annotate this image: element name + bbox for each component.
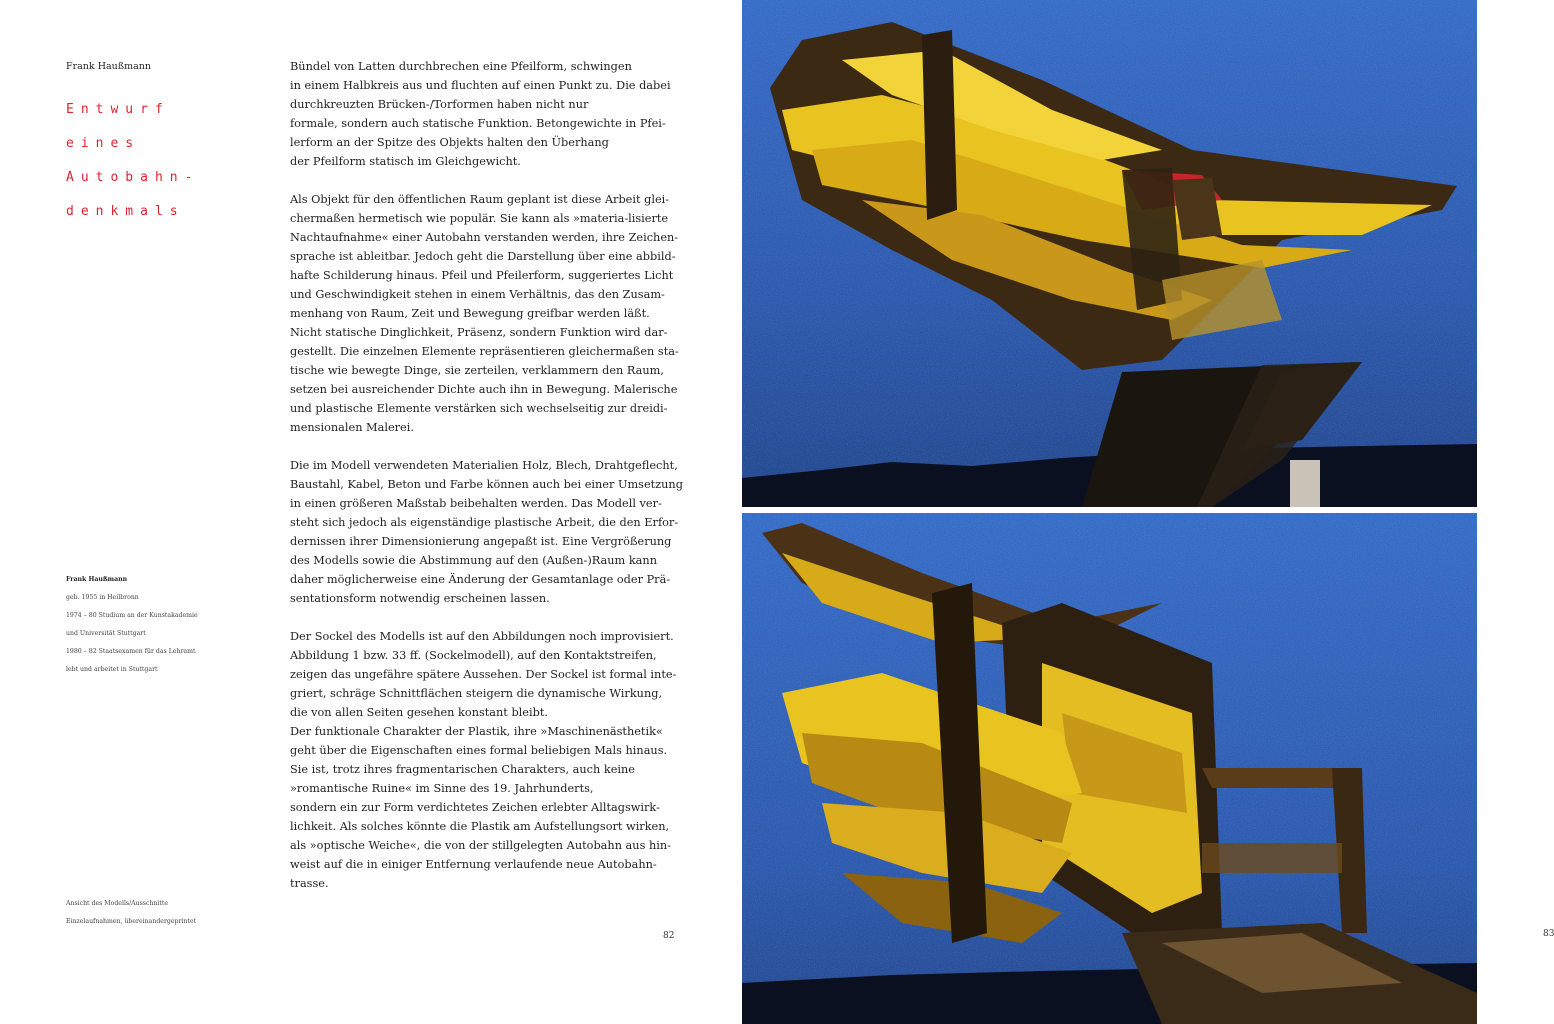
text-line: sondern ein zur Form verdichtetes Zeichen erlebter Alltagswirk- bbox=[290, 801, 660, 814]
text-line: setzen bei ausreichender Dichte auch ihn in Bewegung. Malerische bbox=[290, 383, 678, 396]
text-line: Der funktionale Charakter der Plastik, ihre »Maschinenästhetik« bbox=[290, 725, 663, 738]
text-line: und Geschwindigkeit stehen in einem Verhältnis, das den Zusam- bbox=[290, 288, 665, 301]
text-line: lerform an der Spitze des Objekts halten den Überhang bbox=[290, 136, 609, 149]
text-line: »romantische Ruine« im Sinne des 19. Jahrhunderts, bbox=[290, 782, 594, 795]
text-line: und plastische Elemente verstärken sich wechselseitig zur dreidi- bbox=[290, 402, 668, 415]
text-line: dernissen ihrer Dimensionierung angepaßt ist. Eine Vergrößerung bbox=[290, 535, 672, 548]
bio-line: 1974 – 80 Studium an der Kunstakademie bbox=[66, 612, 198, 619]
text-line: Nicht statische Dinglichkeit, Präsenz, sondern Funktion wird dar- bbox=[290, 326, 668, 339]
caption-line: Einzelaufnahmen, übereinandergeprintet bbox=[66, 918, 197, 925]
text-line: formale, sondern auch statische Funktion. Betongewichte in Pfei- bbox=[290, 117, 666, 130]
text-line: Als Objekt für den öffentlichen Raum geplant ist diese Arbeit glei- bbox=[290, 193, 670, 206]
text-line: durchkreuzten Brücken-/Torformen haben nicht nur bbox=[290, 98, 589, 111]
text-line: weist auf die in einiger Entfernung verlaufende neue Autobahn- bbox=[290, 858, 657, 871]
text-line: Baustahl, Kabel, Beton und Farbe können auch bei einer Umsetzung bbox=[290, 478, 683, 491]
body-text bbox=[290, 57, 682, 912]
bio-name: Frank Haußmann bbox=[66, 576, 128, 583]
page-number-left: 82 bbox=[663, 931, 675, 941]
text-line: steht sich jedoch als eigenständige plastische Arbeit, die den Erfor- bbox=[290, 516, 679, 529]
text-line: sprache ist ableitbar. Jedoch geht die Darstellung über eine abbild- bbox=[290, 250, 676, 263]
paragraph-2 bbox=[290, 190, 682, 437]
text-line: geht über die Eigenschaften eines formal beliebigen Mals hinaus. bbox=[290, 744, 668, 757]
text-line: Nachtaufnahme« einer Autobahn verstanden werden, ihre Zeichen- bbox=[290, 231, 679, 244]
article-title bbox=[66, 93, 199, 229]
image-caption bbox=[66, 895, 286, 931]
bio-line: lebt und arbeitet in Stuttgart bbox=[66, 666, 158, 673]
text-line: trasse. bbox=[290, 877, 329, 890]
paragraph-4 bbox=[290, 627, 682, 893]
text-line: daher möglicherweise eine Änderung der Gesamtanlage oder Prä- bbox=[290, 573, 671, 586]
text-line: Abbildung 1 bzw. 33 ff. (Sockelmodell), auf den Kontaktstreifen, bbox=[290, 649, 657, 662]
text-line: als »optische Weiche«, die von der stillgelegten Autobahn aus hin- bbox=[290, 839, 671, 852]
sculpture-photo-top bbox=[742, 0, 1477, 507]
text-line: gestellt. Die einzelnen Elemente repräsentieren gleichermaßen sta- bbox=[290, 345, 679, 358]
title-line: Autobahn- bbox=[66, 170, 200, 185]
text-line: hafte Schilderung hinaus. Pfeil und Pfeilerform, suggeriertes Licht bbox=[290, 269, 674, 282]
title-line: denkmals bbox=[66, 204, 185, 219]
right-page bbox=[742, 0, 1554, 1024]
text-line: in einen größeren Maßstab beibehalten werden. Das Modell ver- bbox=[290, 497, 662, 510]
author-name: Frank Haußmann bbox=[66, 61, 152, 72]
text-line: mensionalen Malerei. bbox=[290, 421, 414, 434]
text-line: in einem Halbkreis aus und fluchten auf einen Punkt zu. Die dabei bbox=[290, 79, 671, 92]
bio-line: und Universität Stuttgart bbox=[66, 630, 146, 637]
text-line: zeigen das ungefähre spätere Aussehen. Der Sockel ist formal inte- bbox=[290, 668, 677, 681]
text-line: Die im Modell verwendeten Materialien Holz, Blech, Drahtgeflecht, bbox=[290, 459, 678, 472]
text-line: des Modells sowie die Abstimmung auf den (Außen-)Raum kann bbox=[290, 554, 657, 567]
left-page bbox=[0, 0, 742, 1024]
title-line: Entwurf bbox=[66, 102, 170, 117]
caption-line: Ansicht des Modells/Ausschnitte bbox=[66, 900, 169, 907]
paragraph-3 bbox=[290, 456, 682, 608]
text-line: griert, schräge Schnittflächen steigern die dynamische Wirkung, bbox=[290, 687, 663, 700]
artist-bio bbox=[66, 571, 266, 679]
text-line: Bündel von Latten durchbrechen eine Pfeilform, schwingen bbox=[290, 60, 632, 73]
text-line: Der Sockel des Modells ist auf den Abbildungen noch improvisiert. bbox=[290, 630, 674, 643]
sculpture-photo-bottom bbox=[742, 513, 1477, 1024]
title-line: eines bbox=[66, 136, 141, 151]
text-line: lichkeit. Als solches könnte die Plastik am Aufstellungsort wirken, bbox=[290, 820, 670, 833]
text-line: sentationsform notwendig erscheinen lassen. bbox=[290, 592, 550, 605]
bio-line: 1980 – 82 Staatsexamen für das Lehramt bbox=[66, 648, 196, 655]
paragraph-1 bbox=[290, 57, 682, 171]
text-line: der Pfeilform statisch im Gleichgewicht. bbox=[290, 155, 521, 168]
page-number-right: 83 bbox=[1543, 929, 1554, 939]
text-line: chermaßen hermetisch wie populär. Sie kann als »materia-lisierte bbox=[290, 212, 669, 225]
text-line: die von allen Seiten gesehen konstant bleibt. bbox=[290, 706, 548, 719]
bio-line: geb. 1955 in Heilbronn bbox=[66, 594, 139, 601]
text-line: menhang von Raum, Zeit und Bewegung greifbar werden läßt. bbox=[290, 307, 650, 320]
text-line: Sie ist, trotz ihres fragmentarischen Charakters, auch keine bbox=[290, 763, 635, 776]
text-line: tische wie bewegte Dinge, sie zerteilen, verklammern den Raum, bbox=[290, 364, 664, 377]
